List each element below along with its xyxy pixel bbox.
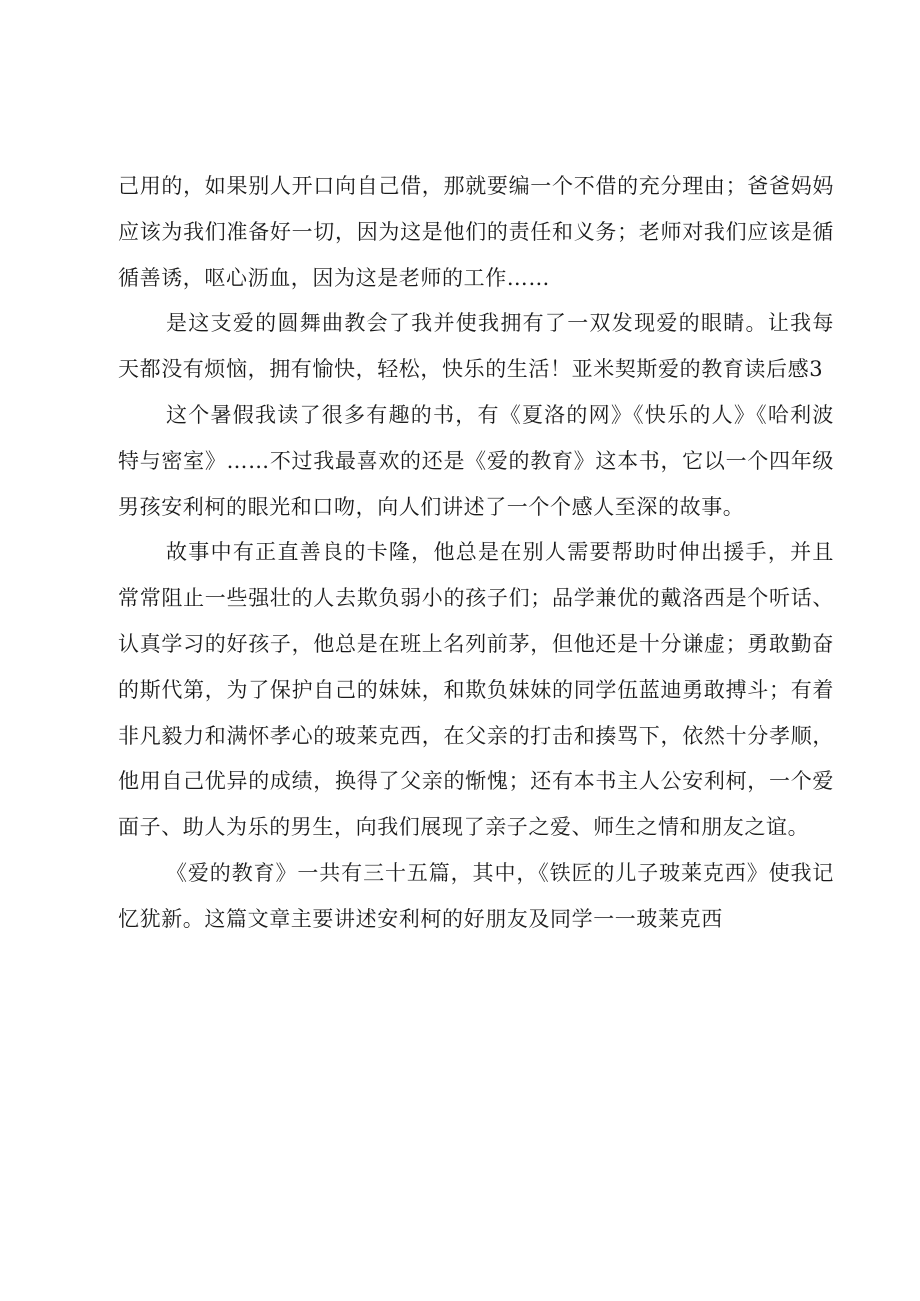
paragraph-2: 是这支爱的圆舞曲教会了我并使我拥有了一双发现爱的眼睛。让我每天都没有烦恼，拥有愉快，轻松，快乐的生活！亚米契斯爱的教育读后感3 — [118, 311, 834, 382]
paragraph-1: 己用的，如果别人开口向自己借，那就要编一个不借的充分理由；爸爸妈妈应该为我们准备好一切，因为这是他们的责任和义务；老师对我们应该是循循善诱，呕心沥血，因为这是老师的工作…… — [118, 174, 834, 290]
paragraph-4: 故事中有正直善良的卡隆，他总是在别人需要帮助时伸出援手，并且常常阻止一些强壮的人去欺负弱小的孩子们；品学兼优的戴洛西是个听话、认真学习的好孩子，他总是在班上名列前茅，但他还是十分谦虚；勇敢勤奋的斯代第，为了保护自己的妹妹，和欺负妹妹的同学伍蓝迪勇敢搏斗；有着非凡毅力和满怀孝心的玻莱克西，在父亲的打击和揍骂下，依然十分孝顺，他用自己优异的成绩，换得了父亲的惭愧；还有本书主人公安利柯，一个爱面子、助人为乐的男生，向我们展现了亲子之爱、师生之情和朋友之谊。 — [118, 540, 834, 840]
paragraph-5: 《爱的教育》一共有三十五篇，其中，《铁匠的儿子玻莱克西》使我记忆犹新。这篇文章主要讲述安利柯的好朋友及同学一一玻莱克西 — [118, 860, 834, 931]
paragraph-3: 这个暑假我读了很多有趣的书，有《夏洛的网》《快乐的人》《哈利波特与密室》……不过我最喜欢的还是《爱的教育》这本书，它以一个四年级男孩安利柯的眼光和口吻，向人们讲述了一个个感人至深的故事。 — [118, 402, 834, 519]
document-body — [118, 164, 834, 943]
